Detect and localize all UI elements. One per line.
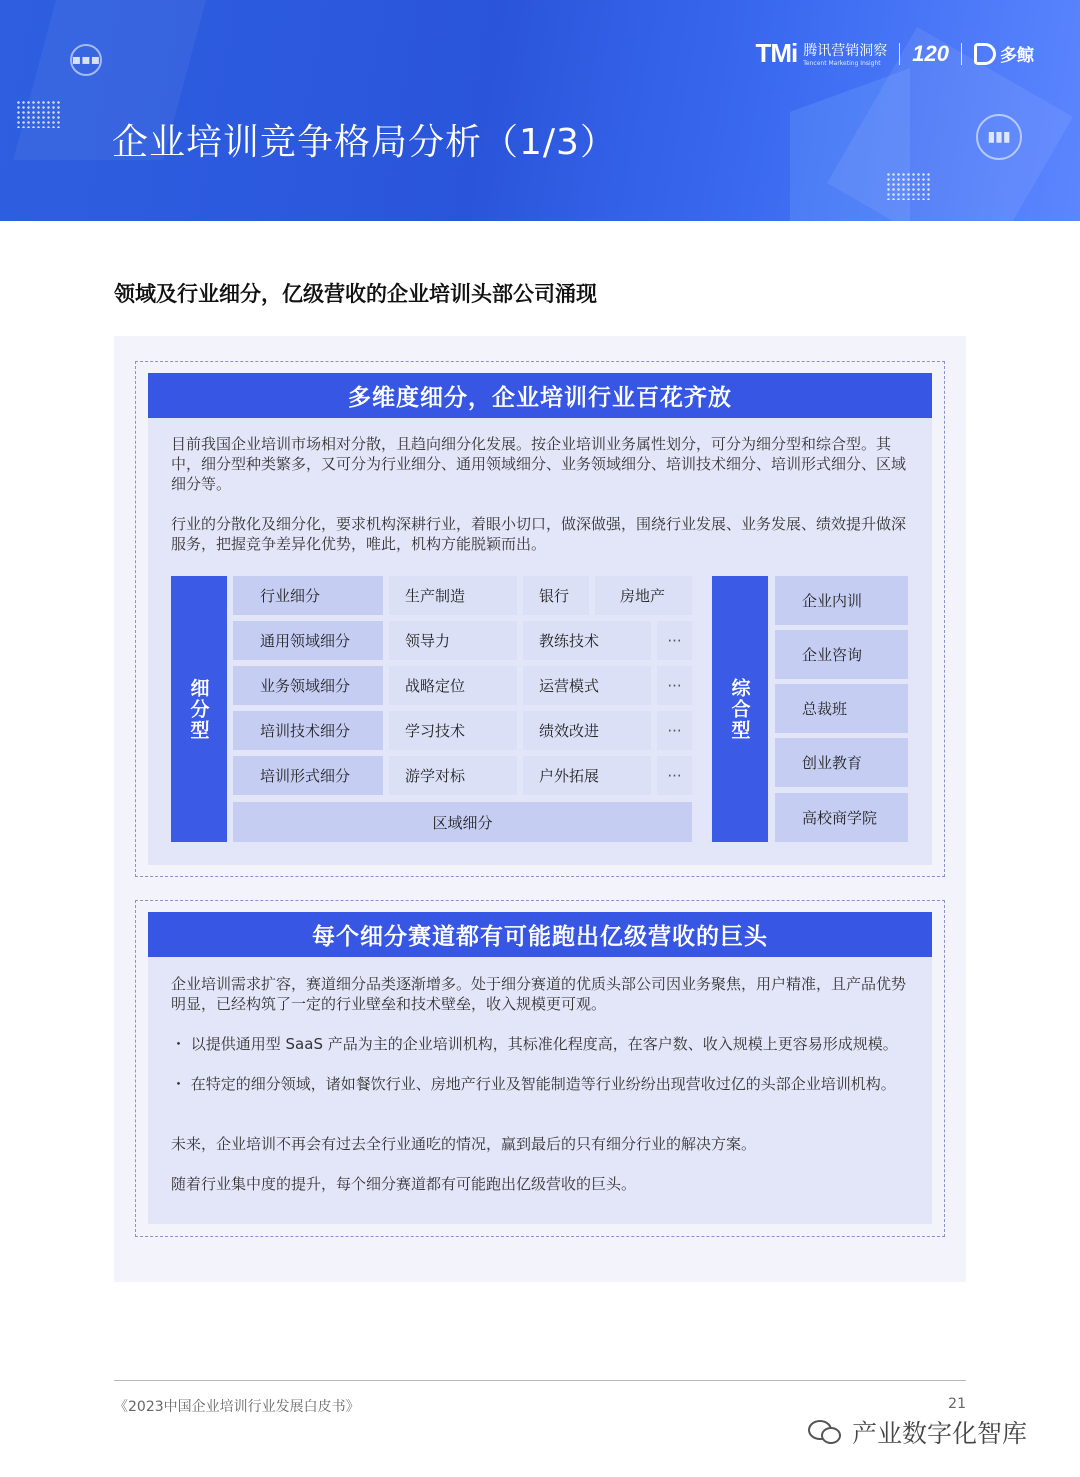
tmi-logo-cn: 腾讯营销洞察 — [803, 43, 888, 59]
chat-icon: ▪▪▪ — [70, 44, 102, 76]
header-logos — [756, 38, 1034, 69]
row-item-cell: 战略定位 — [389, 666, 517, 705]
row-item-cell: 房地产 — [595, 576, 692, 615]
comprehensive-item: 高校商学院 — [775, 793, 908, 842]
row-item-cell: 运营模式 — [523, 666, 651, 705]
comprehensive-item: 总裁班 — [775, 684, 908, 733]
page-number: 21 — [948, 1396, 966, 1412]
section1-heading: 多维度细分，企业培训行业百花齐放 — [148, 373, 932, 418]
row-item-cell: 生产制造 — [389, 576, 517, 615]
tmi-logo-text — [803, 40, 887, 67]
row-item-cell: 绩效改进 — [523, 711, 651, 750]
comprehensive-type-label: 综合型 — [712, 576, 768, 842]
row-name-cell: 业务领域细分 — [233, 666, 383, 705]
comprehensive-item: 企业内训 — [775, 576, 908, 625]
comprehensive-item: 创业教育 — [775, 738, 908, 787]
segmented-type-label: 细分型 — [171, 576, 227, 842]
section1-paragraph-2: 行业的分散化及细分化，要求机构深耕行业，着眼小切口，做深做强，围绕行业发展、业务发展、绩效提升做深服务，把握竞争差异化优势，唯此，机构方能脱颖而出。 — [171, 515, 907, 553]
logo-divider — [961, 43, 962, 65]
page-title: 企业培训竞争格局分析（1/3） — [112, 122, 617, 163]
duojing-logo — [974, 41, 1034, 66]
ellipsis-cell: ··· — [657, 756, 692, 795]
section1-paragraph-1: 目前我国企业培训市场相对分散，且趋向细分化发展。按企业培训业务属性划分，可分为细分型和综合型。其中，细分型种类繁多，又可分为行业细分、通用领域细分、业务领域细分、培训技术细分、培训形式细分、区域细分等。 — [171, 435, 907, 493]
row-item-cell: 银行 — [523, 576, 589, 615]
row-name-cell: 培训技术细分 — [233, 711, 383, 750]
section2-paragraph: 企业培训需求扩容，赛道细分品类逐渐增多。处于细分赛道的优质头部公司因业务聚焦，用户精准，且产品优势明显，已经构筑了一定的行业壁垒和技术壁垒，收入规模更可观。 — [171, 975, 907, 1013]
row-name-cell: 培训形式细分 — [233, 756, 383, 795]
page-subtitle: 领域及行业细分，亿级营收的企业培训头部公司涌现 — [114, 282, 597, 306]
dot-grid-decor — [16, 100, 60, 128]
watermark — [808, 1414, 1027, 1450]
watermark-text: 产业数字化智库 — [852, 1419, 1028, 1448]
section2-paragraph: 未来，企业培训不再会有过去全行业通吃的情况，赢到最后的只有细分行业的解决方案。 — [171, 1135, 757, 1153]
tmi-logo: TMi — [755, 38, 798, 68]
comprehensive-item: 企业咨询 — [775, 630, 908, 679]
footer-source: 《2023中国企业培训行业发展白皮书》 — [114, 1399, 360, 1415]
section2-bullet: ・ 在特定的细分领域，诸如餐饮行业、房地产行业及智能制造等行业纷纷出现营收过亿的头部企业培训机构。 — [171, 1075, 896, 1093]
ellipsis-cell: ··· — [657, 621, 692, 660]
row-name-cell: 通用领域细分 — [233, 621, 383, 660]
footer-divider — [114, 1380, 966, 1381]
row-item-cell: 游学对标 — [389, 756, 517, 795]
ellipsis-cell: ··· — [657, 711, 692, 750]
row-item-cell: 学习技术 — [389, 711, 517, 750]
header-banner — [0, 0, 1080, 221]
wechat-icon — [808, 1418, 844, 1446]
dot-grid-decor — [886, 172, 930, 200]
row-item-cell: 户外拓展 — [523, 756, 651, 795]
row-name-cell: 行业细分 — [233, 576, 383, 615]
books-icon: ▮▮▮ — [976, 114, 1022, 160]
tmi-logo-en: Tencent Marketing Insight — [803, 60, 881, 67]
section2-heading: 每个细分赛道都有可能跑出亿级营收的巨头 — [148, 912, 932, 957]
logo-divider — [899, 43, 900, 65]
region-cell: 区域细分 — [233, 802, 692, 842]
section2-paragraph: 随着行业集中度的提升，每个细分赛道都有可能跑出亿级营收的巨头。 — [171, 1175, 637, 1193]
ellipsis-cell: ··· — [657, 666, 692, 705]
section2-bullet: ・ 以提供通用型 SaaS 产品为主的企业培训机构，其标准化程度高，在客户数、收入规模上更容易形成规模。 — [171, 1035, 898, 1053]
row-item-cell: 领导力 — [389, 621, 517, 660]
duojing-logo-mark — [974, 43, 996, 65]
duojing-logo-text: 多鲸 — [1000, 46, 1034, 66]
row-item-cell: 教练技术 — [523, 621, 651, 660]
logo-120: 120 — [912, 40, 949, 66]
